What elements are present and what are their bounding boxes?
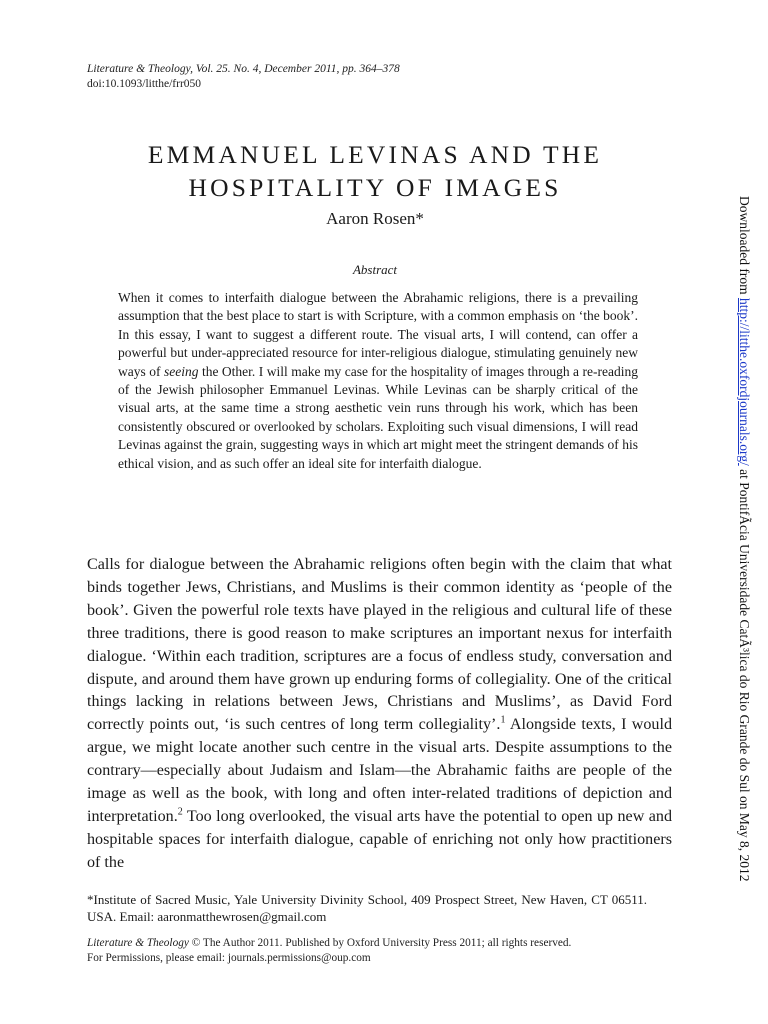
footnote-ref-1[interactable]: 1 — [500, 714, 506, 726]
download-prefix: Downloaded from — [737, 196, 752, 298]
body-part-1: Calls for dialogue between the Abrahamic religions often begin with the claim that what binds together Jews, Christians, and Muslims is their common identity as ‘people of the book’. Given the powerful role texts have played in the religious and cultural life of these three traditions, there is good reason to make scriptures an important nexus for interfaith dialogue. ‘Within each tradition, scriptures are a focus of endless study, conversation and dispute, and around them have grown up enduring forms of collegiality. One of the critical things lacking in relations between Jews, Christians and Muslims’, as David Ford correctly points out, ‘is such centres of long term collegiality’. — [87, 556, 672, 734]
permissions-line: For Permissions, please email: journals.permissions@oup.com — [87, 952, 371, 964]
author-footnote: *Institute of Sacred Music, Yale University Divinity School, 409 Prospect Street, New Haven, CT 06511. USA. Email: aaronmatthewrosen@gmail.com — [87, 892, 647, 924]
download-suffix: at PontifÃcia Universidade CatÃ³lica do Rio Grande do Sul on May 8, 2012 — [737, 465, 752, 882]
abstract-italic-word: seeing — [163, 363, 199, 379]
copyright-notice — [87, 936, 687, 966]
title-line-1: EMMANUEL LEVINAS AND THE — [147, 140, 603, 169]
doi: doi:10.1093/litthe/frr050 — [87, 78, 202, 90]
copyright-line-1 — [87, 936, 687, 951]
journal-citation: Literature & Theology, Vol. 25. No. 4, December 2011, pp. 364–378 — [87, 63, 400, 75]
journal-link[interactable]: http://litthe.oxfordjournals.org/ — [737, 297, 752, 466]
body-part-3: Too long overlooked, the visual arts have the potential to open up new and hospitable spaces for interfaith dialogue, capable of enriching not only how practitioners of the — [87, 807, 672, 871]
body-part-2: Alongside texts, I would argue, we might locate another such centre in the visual arts. Despite assumptions to the contrary—especially about Judaism and Islam—the Abrahamic faiths are people of the image as well as the book, with long and often inter-related traditions of depiction and interpretation. — [87, 716, 672, 825]
article-title — [60, 138, 690, 204]
body-paragraph — [87, 554, 672, 875]
abstract-heading: Abstract — [352, 262, 398, 277]
footnote-ref-2[interactable]: 2 — [177, 806, 183, 818]
abstract-part-1: When it comes to interfaith dialogue between the Abrahamic religions, there is a prevailing assumption that the best place to start is with Scripture, with a common emphasis on ‘the book’. In this essay, I want to suggest a different route. The visual arts, I will contend, can offer a powerful but under-appreciated resource for inter-religious dialogue, stimulating genuinely new ways of — [118, 290, 638, 379]
download-watermark — [736, 196, 752, 881]
author-name: Aaron Rosen* — [326, 209, 424, 228]
title-line-2: HOSPITALITY OF IMAGES — [188, 173, 562, 202]
abstract-text — [118, 289, 638, 473]
journal-header — [87, 62, 400, 92]
copyright-journal: Literature & Theology — [87, 937, 189, 949]
copyright-text: © The Author 2011. Published by Oxford University Press 2011; all rights reserved. — [188, 937, 572, 949]
abstract-part-2: the Other. I will make my case for the hospitality of images through a re-reading of the Jewish philosopher Emmanuel Levinas. While Levinas can be sharply critical of the visual arts, at the same time a strong aesthetic vein runs through his work, which has been consistently obscured or overlooked by scholars. Exploiting such visual dimensions, I will read Levinas against the grain, suggesting ways in which art might meet the stringent demands of his ethical vision, and as such offer an ideal site for interfaith dialogue. — [118, 363, 638, 471]
